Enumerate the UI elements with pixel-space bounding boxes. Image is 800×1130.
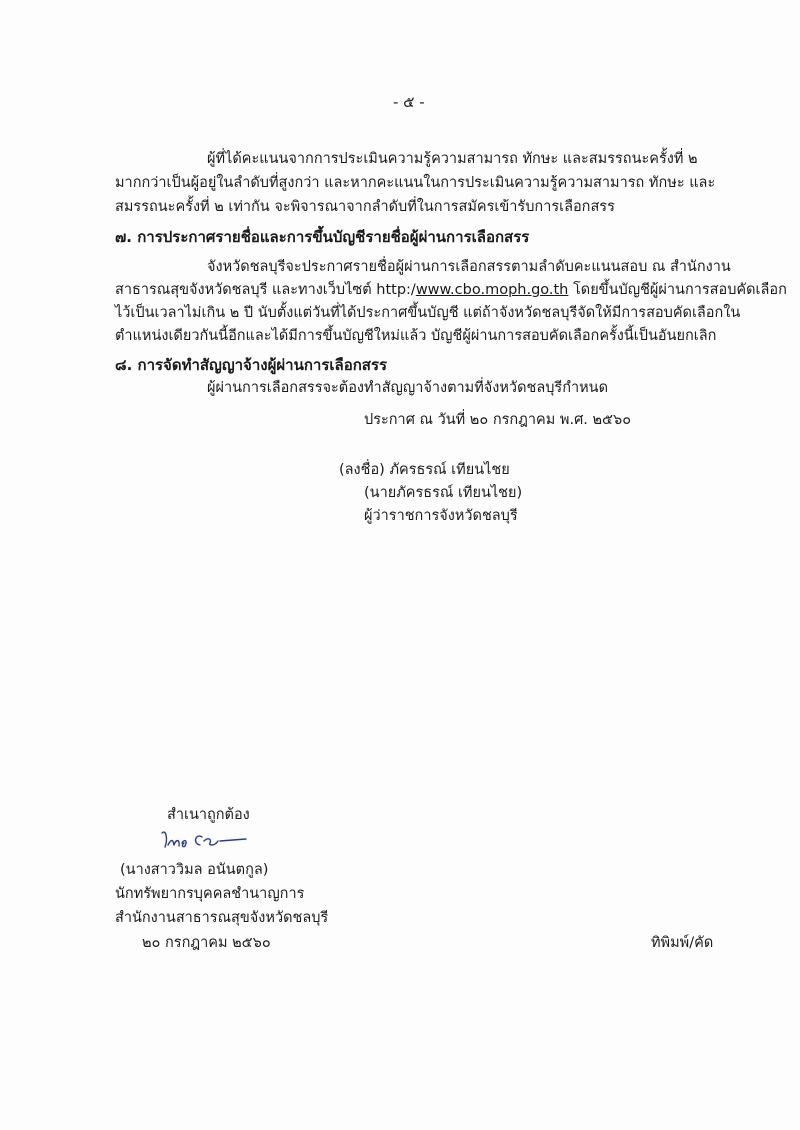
section-7-line-2-end: โดยขึ้นบัญชีผู้ผ่านการสอบคัดเลือก <box>568 282 787 298</box>
intro-line-3: สมรรถนะครั้งที่ ๒ เท่ากัน จะพิจารณาจากลำดับที่ในการสมัครเข้ารับการเลือกสรร <box>115 199 615 215</box>
section-7-line-4: ตำแหน่งเดียวกันนี้อีกและได้มีการขึ้นบัญชีใหม่แล้ว บัญชีผู้ผ่านการสอบคัดเลือกครั้งนี้เป็นอันยกเลิก <box>115 328 717 344</box>
page-number: - ๕ - <box>393 93 425 111</box>
signed-line: (ลงชื่อ) ภัครธรณ์ เทียนไชย <box>339 462 510 478</box>
certifier-office: สำนักงานสาธารณสุขจังหวัดชลบุรี <box>115 910 329 926</box>
handwritten-signature <box>158 827 258 853</box>
certification-date: ๒๐ กรกฎาคม ๒๕๖๐ <box>142 935 271 951</box>
certified-copy-title: สำเนาถูกต้อง <box>167 807 250 823</box>
typist-note: ทิพิมพ์/คัด <box>651 935 714 951</box>
intro-line-2: มากกว่าเป็นผู้อยู่ในลำดับที่สูงกว่า และหากคะแนนในการประเมินความรู้ความสามารถ ทักษะ และ <box>115 175 716 191</box>
website-link[interactable]: www.cbo.moph.go.th <box>415 282 569 298</box>
section-8-heading: ๘. การจัดทำสัญญาจ้างผู้ผ่านการเลือกสรร <box>115 356 388 374</box>
section-7-line-2 <box>115 280 787 300</box>
governor-name: (นายภัครธรณ์ เทียนไชย) <box>364 485 523 501</box>
section-7-heading: ๗. การประกาศรายชื่อและการขึ้นบัญชีรายชื่อผู้ผ่านการเลือกสรร <box>115 228 530 246</box>
section-7-line-3: ไว้เป็นเวลาไม่เกิน ๒ ปี นับตั้งแต่วันที่ได้ประกาศขึ้นบัญชี แต่ถ้าจังหวัดชลบุรีจัดให้มีการสอบคัดเลือกใน <box>115 305 741 321</box>
section-7-line-2-start: สาธารณสุขจังหวัดชลบุรี และทางเว็บไซต์ http:/ <box>115 282 416 298</box>
governor-position: ผู้ว่าราชการจังหวัดชลบุรี <box>364 508 518 524</box>
announcement-date: ประกาศ ณ วันที่ ๒๐ กรกฎาคม พ.ศ. ๒๕๖๐ <box>364 412 632 428</box>
section-8-line-1: ผู้ผ่านการเลือกสรรจะต้องทำสัญญาจ้างตามที่จังหวัดชลบุรีกำหนด <box>207 380 609 396</box>
intro-line-1: ผู้ที่ได้คะแนนจากการประเมินความรู้ความสามารถ ทักษะ และสมรรถนะครั้งที่ ๒ <box>207 151 698 167</box>
certifier-position: นักทรัพยากรบุคคลชำนาญการ <box>115 886 305 902</box>
certifier-name: (นางสาววิมล อนันตกูล) <box>120 862 269 878</box>
signature-drawing <box>158 827 258 853</box>
section-7-line-1: จังหวัดชลบุรีจะประกาศรายชื่อผู้ผ่านการเลือกสรรตามลำดับคะแนนสอบ ณ สำนักงาน <box>207 259 731 275</box>
